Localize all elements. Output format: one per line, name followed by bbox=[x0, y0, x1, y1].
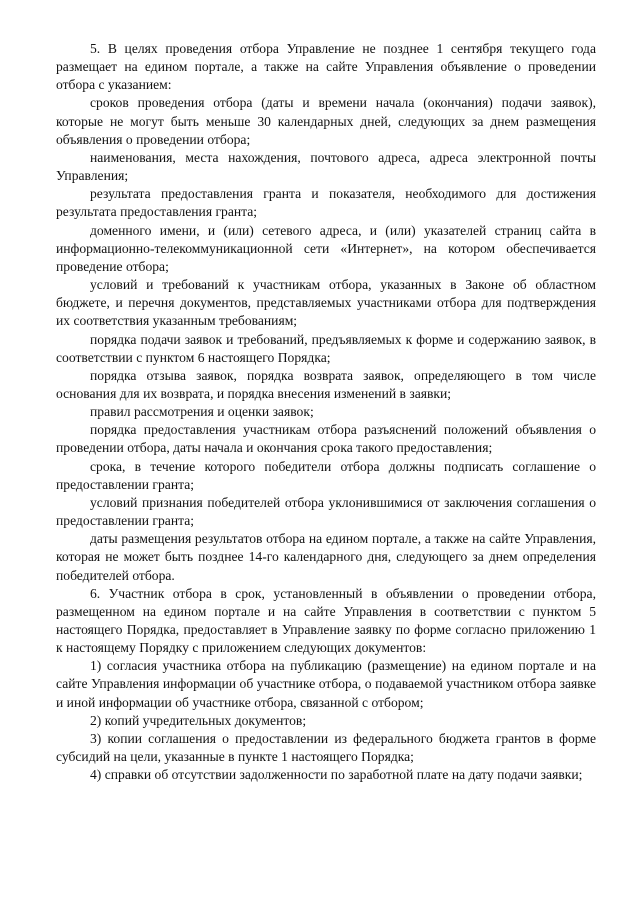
list-item: условий признания победителей отбора уклонившимися от заключения соглашения о предоставлении гранта; bbox=[56, 494, 596, 529]
list-item: 4) справки об отсутствии задолженности по заработной плате на дату подачи заявки; bbox=[90, 767, 583, 783]
list-item: доменного имени, и (или) сетевого адреса, и (или) указателей страниц сайта в информационно-телекоммуникационной сети «Интернет», на котором обеспечивается проведение отбора; bbox=[56, 222, 596, 274]
list-item: сроков проведения отбора (даты и времени начала (окончания) подачи заявок), которые не могут быть меньше 30 календарных дней, следующих за днем размещения объявления о проведении отбора; bbox=[56, 95, 596, 147]
list-item: порядка подачи заявок и требований, предъявляемых к форме и содержанию заявок, в соответствии с пунктом 6 настоящего Порядка; bbox=[56, 331, 596, 365]
list-item: 1) согласия участника отбора на публикацию (размещение) на едином портале и на сайте Управления информации об участнике отбора, о подаваемой участником отбора заявке и иной информации об участнике отбора, связанной с отбором; bbox=[56, 658, 596, 710]
list-item: порядка отзыва заявок, порядка возврата заявок, определяющего в том числе основания для их возврата, и порядка внесения изменений в заявки; bbox=[56, 367, 596, 401]
list-item: условий и требований к участникам отбора, указанных в Законе об областном бюджете, и перечня документов, представляемых участниками отбора для подтверждения их соответствия указанным требованиям; bbox=[56, 277, 596, 329]
list-item: наименования, места нахождения, почтового адреса, адреса электронной почты Управления; bbox=[56, 149, 596, 184]
list-item: даты размещения результатов отбора на едином портале, а также на сайте Управления, которая не может быть позднее 14-го календарного дня, следующего за днем определения победителей отбора. bbox=[56, 531, 596, 583]
document-page bbox=[56, 40, 596, 784]
list-item: 3) копии соглашения о предоставлении из федерального бюджета грантов в форме субсидий на цели, указанные в пункте 1 настоящего Порядка; bbox=[56, 730, 596, 765]
list-item: 2) копий учредительных документов; bbox=[90, 712, 307, 728]
paragraph-6-intro: 6. Участник отбора в срок, установленный в объявлении о проведении отбора, размещенном на едином портале и на сайте Управления в соответствии с пунктом 5 настоящего Порядка, предоставляет в Управление заявку по форме согласно приложению 1 к настоящему Порядку с приложением следующих документов: bbox=[56, 585, 596, 656]
list-item: результата предоставления гранта и показателя, необходимого для достижения результата предоставления гранта; bbox=[56, 186, 596, 220]
list-item: срока, в течение которого победители отбора должны подписать соглашение о предоставлении гранта; bbox=[56, 458, 596, 492]
paragraph-5-intro: 5. В целях проведения отбора Управление не позднее 1 сентября текущего года размещает на едином портале, а также на сайте Управления объявление о проведении отбора с указанием: bbox=[56, 41, 596, 93]
list-item: порядка предоставления участникам отбора разъяснений положений объявления о проведении отбора, даты начала и окончания срока такого предоставления; bbox=[56, 422, 596, 456]
list-item: правил рассмотрения и оценки заявок; bbox=[90, 404, 314, 420]
